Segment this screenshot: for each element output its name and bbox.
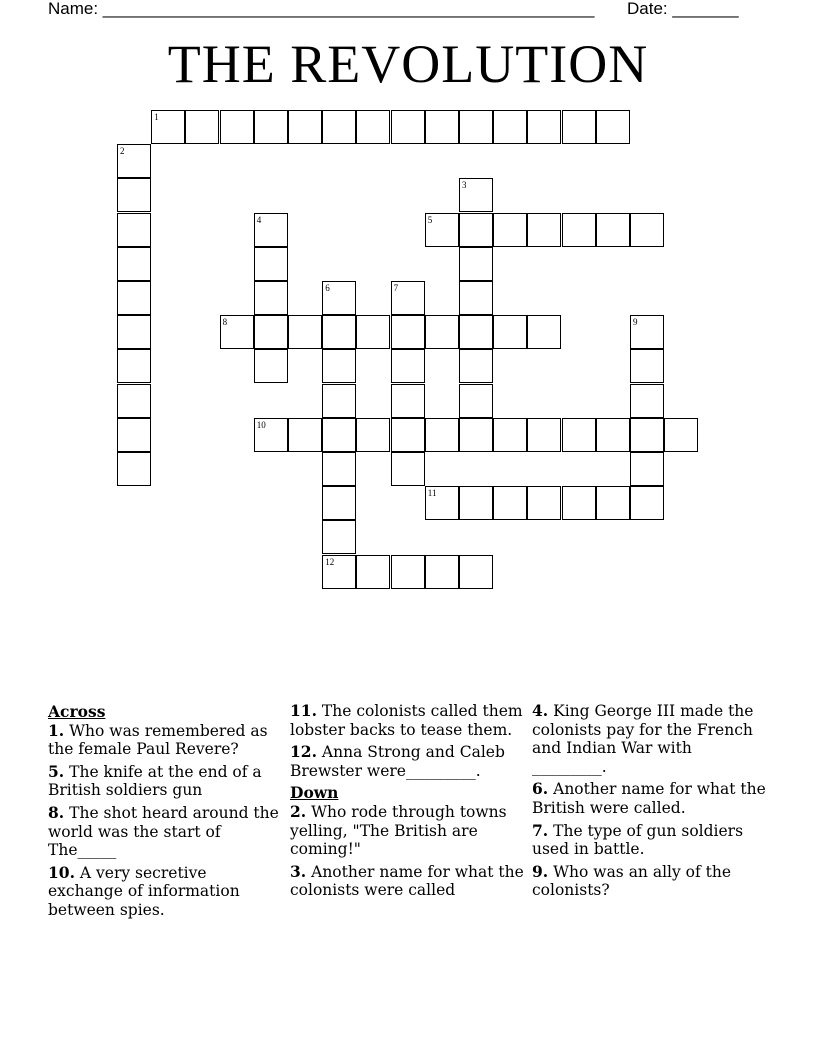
grid-cell[interactable]: [459, 349, 493, 383]
grid-cell[interactable]: [356, 555, 390, 589]
grid-cell[interactable]: [596, 418, 630, 452]
clue-text: Anna Strong and Caleb Brewster were_________.: [290, 743, 505, 780]
grid-cell[interactable]: [527, 110, 561, 144]
grid-cell[interactable]: [254, 213, 288, 247]
grid-cell[interactable]: [391, 384, 425, 418]
clue-text: Another name for what the colonists were called: [290, 862, 524, 900]
grid-cell[interactable]: [425, 315, 459, 349]
grid-cell[interactable]: [391, 555, 425, 589]
grid-cell[interactable]: [459, 384, 493, 418]
grid-cell[interactable]: [630, 349, 664, 383]
clue-text: The type of gun soldiers used in battle.: [532, 821, 744, 859]
grid-cell[interactable]: [630, 418, 664, 452]
name-field-label: Name: ____________________________________________________: [48, 0, 595, 18]
clue-number: 12.: [290, 742, 317, 762]
clues-column-3: [532, 702, 767, 904]
cell-number: 9: [633, 317, 638, 328]
across-heading: Across: [48, 702, 106, 721]
clue-text: Who was remembered as the female Paul Revere?: [48, 721, 268, 759]
grid-cell[interactable]: [117, 281, 151, 315]
grid-cell[interactable]: [117, 213, 151, 247]
grid-cell[interactable]: [630, 315, 664, 349]
cell-number: 4: [256, 214, 262, 225]
grid-cell[interactable]: [254, 418, 288, 452]
clue-number: 5.: [48, 761, 65, 781]
grid-cell[interactable]: [391, 110, 425, 144]
grid-cell[interactable]: [527, 315, 561, 349]
clue-down-2: [290, 803, 525, 859]
clues-column-1: [48, 702, 283, 924]
grid-cell[interactable]: [288, 315, 322, 349]
grid-cell[interactable]: [596, 486, 630, 520]
grid-cell[interactable]: [425, 555, 459, 589]
grid-cell[interactable]: [459, 247, 493, 281]
grid-cell[interactable]: [254, 281, 288, 315]
grid-cell[interactable]: [664, 418, 698, 452]
grid-cell[interactable]: [117, 452, 151, 486]
cell-number: 7: [393, 283, 399, 293]
cell-number: 5: [427, 214, 433, 225]
grid-cell[interactable]: [493, 418, 527, 452]
clue-down-3: [290, 863, 525, 900]
grid-cell[interactable]: [117, 315, 151, 349]
grid-cell[interactable]: [562, 486, 596, 520]
grid-cell[interactable]: [391, 418, 425, 452]
grid-cell[interactable]: [493, 110, 527, 144]
cell-number: 1: [154, 112, 159, 122]
grid-cell[interactable]: [322, 418, 356, 452]
grid-cell[interactable]: [288, 110, 322, 144]
page-title: THE REVOLUTION: [167, 34, 649, 94]
grid-cell[interactable]: [459, 110, 493, 144]
grid-cell[interactable]: [117, 144, 151, 178]
grid-cell[interactable]: [117, 384, 151, 418]
clue-number: 7.: [532, 820, 549, 840]
grid-cell[interactable]: [459, 213, 493, 247]
grid-cell[interactable]: [117, 349, 151, 383]
grid-cell[interactable]: [562, 213, 596, 247]
grid-cell[interactable]: [459, 281, 493, 315]
grid-cell[interactable]: [527, 213, 561, 247]
grid-cell[interactable]: [493, 213, 527, 247]
grid-cell[interactable]: [356, 418, 390, 452]
grid-cell[interactable]: [322, 315, 356, 349]
clue-text: The colonists called them lobster backs to tease them.: [290, 702, 523, 739]
clue-down-7: [532, 822, 767, 859]
clue-number: 9.: [532, 861, 549, 881]
clue-down-6: [532, 780, 767, 817]
grid-cell[interactable]: [562, 110, 596, 144]
down-heading: Down: [290, 783, 339, 803]
grid-cell[interactable]: [493, 315, 527, 349]
grid-cell[interactable]: [459, 315, 493, 349]
cell-number: 11: [427, 488, 437, 499]
clue-number: 10.: [48, 862, 75, 882]
clue-text: King George III made the colonists pay for the French and Indian War with _________.: [532, 702, 754, 776]
grid-cell[interactable]: [220, 110, 254, 144]
grid-cell[interactable]: [254, 349, 288, 383]
clue-number: 2.: [290, 801, 307, 821]
grid-cell[interactable]: [527, 418, 561, 452]
grid-cell[interactable]: [630, 213, 664, 247]
grid-cell[interactable]: [391, 315, 425, 349]
cell-number: 8: [222, 317, 228, 328]
clue-down-4: [532, 702, 767, 776]
grid-cell[interactable]: [425, 110, 459, 144]
grid-cell[interactable]: [356, 315, 390, 349]
grid-cell[interactable]: [185, 110, 219, 144]
grid-cell[interactable]: [322, 349, 356, 383]
grid-cell[interactable]: [493, 486, 527, 520]
grid-cell[interactable]: [630, 384, 664, 418]
grid-cell[interactable]: [596, 213, 630, 247]
cell-number: 6: [325, 283, 330, 293]
grid-cell[interactable]: [322, 486, 356, 520]
clue-number: 11.: [290, 701, 317, 720]
grid-cell[interactable]: [459, 178, 493, 212]
grid-cell[interactable]: [459, 486, 493, 520]
clue-text: The shot heard around the world was the start of The_____: [48, 803, 279, 860]
grid-cell[interactable]: [117, 178, 151, 212]
grid-cell[interactable]: [425, 486, 459, 520]
clue-number: 6.: [532, 779, 549, 799]
clue-across-11: [290, 702, 525, 739]
grid-cell[interactable]: [254, 110, 288, 144]
grid-cell[interactable]: [322, 110, 356, 144]
grid-cell[interactable]: [117, 418, 151, 452]
cell-number: 10: [256, 419, 266, 430]
clue-across-5: [48, 763, 283, 800]
grid-cell[interactable]: [322, 281, 356, 315]
grid-cell[interactable]: [117, 247, 151, 281]
clue-number: 3.: [290, 861, 307, 881]
grid-cell[interactable]: [356, 110, 390, 144]
clue-number: 1.: [48, 720, 65, 740]
grid-cell[interactable]: [322, 384, 356, 418]
clue-across-12: [290, 743, 525, 780]
clue-across-1: [48, 722, 283, 759]
clue-text: Who rode through towns yelling, "The British are coming!": [290, 802, 507, 859]
grid-cell[interactable]: [630, 486, 664, 520]
grid-cell[interactable]: [391, 281, 425, 315]
grid-cell[interactable]: [391, 452, 425, 486]
clue-text: A very secretive exchange of information between spies.: [48, 863, 240, 919]
grid-cell[interactable]: [254, 247, 288, 281]
grid-cell[interactable]: [630, 452, 664, 486]
clue-text: The knife at the end of a British soldiers gun: [48, 762, 262, 800]
date-field-label: Date: _______: [627, 0, 739, 18]
grid-cell[interactable]: [459, 418, 493, 452]
clue-text: Another name for what the British were called.: [532, 780, 766, 817]
grid-cell[interactable]: [288, 418, 322, 452]
clue-across-10: [48, 864, 283, 920]
grid-cell[interactable]: [425, 213, 459, 247]
clue-text: Who was an ally of the colonists?: [532, 862, 732, 900]
clue-down-9: [532, 863, 767, 900]
cell-number: 12: [325, 556, 335, 567]
clue-across-8: [48, 804, 283, 860]
grid-cell[interactable]: [562, 418, 596, 452]
clue-number: 4.: [532, 701, 549, 720]
grid-cell[interactable]: [459, 555, 493, 589]
grid-cell[interactable]: [425, 418, 459, 452]
grid-cell[interactable]: [254, 315, 288, 349]
grid-cell[interactable]: [527, 486, 561, 520]
grid-cell[interactable]: [151, 110, 185, 144]
grid-cell[interactable]: [322, 452, 356, 486]
cell-number: 2: [120, 146, 125, 157]
grid-cell[interactable]: [391, 349, 425, 383]
cell-number: 3: [462, 180, 467, 191]
grid-cell[interactable]: [220, 315, 254, 349]
clues-column-2: [290, 702, 525, 904]
clue-number: 8.: [48, 802, 65, 822]
grid-cell[interactable]: [596, 110, 630, 144]
grid-cell[interactable]: [322, 555, 356, 589]
grid-cell[interactable]: [322, 520, 356, 554]
